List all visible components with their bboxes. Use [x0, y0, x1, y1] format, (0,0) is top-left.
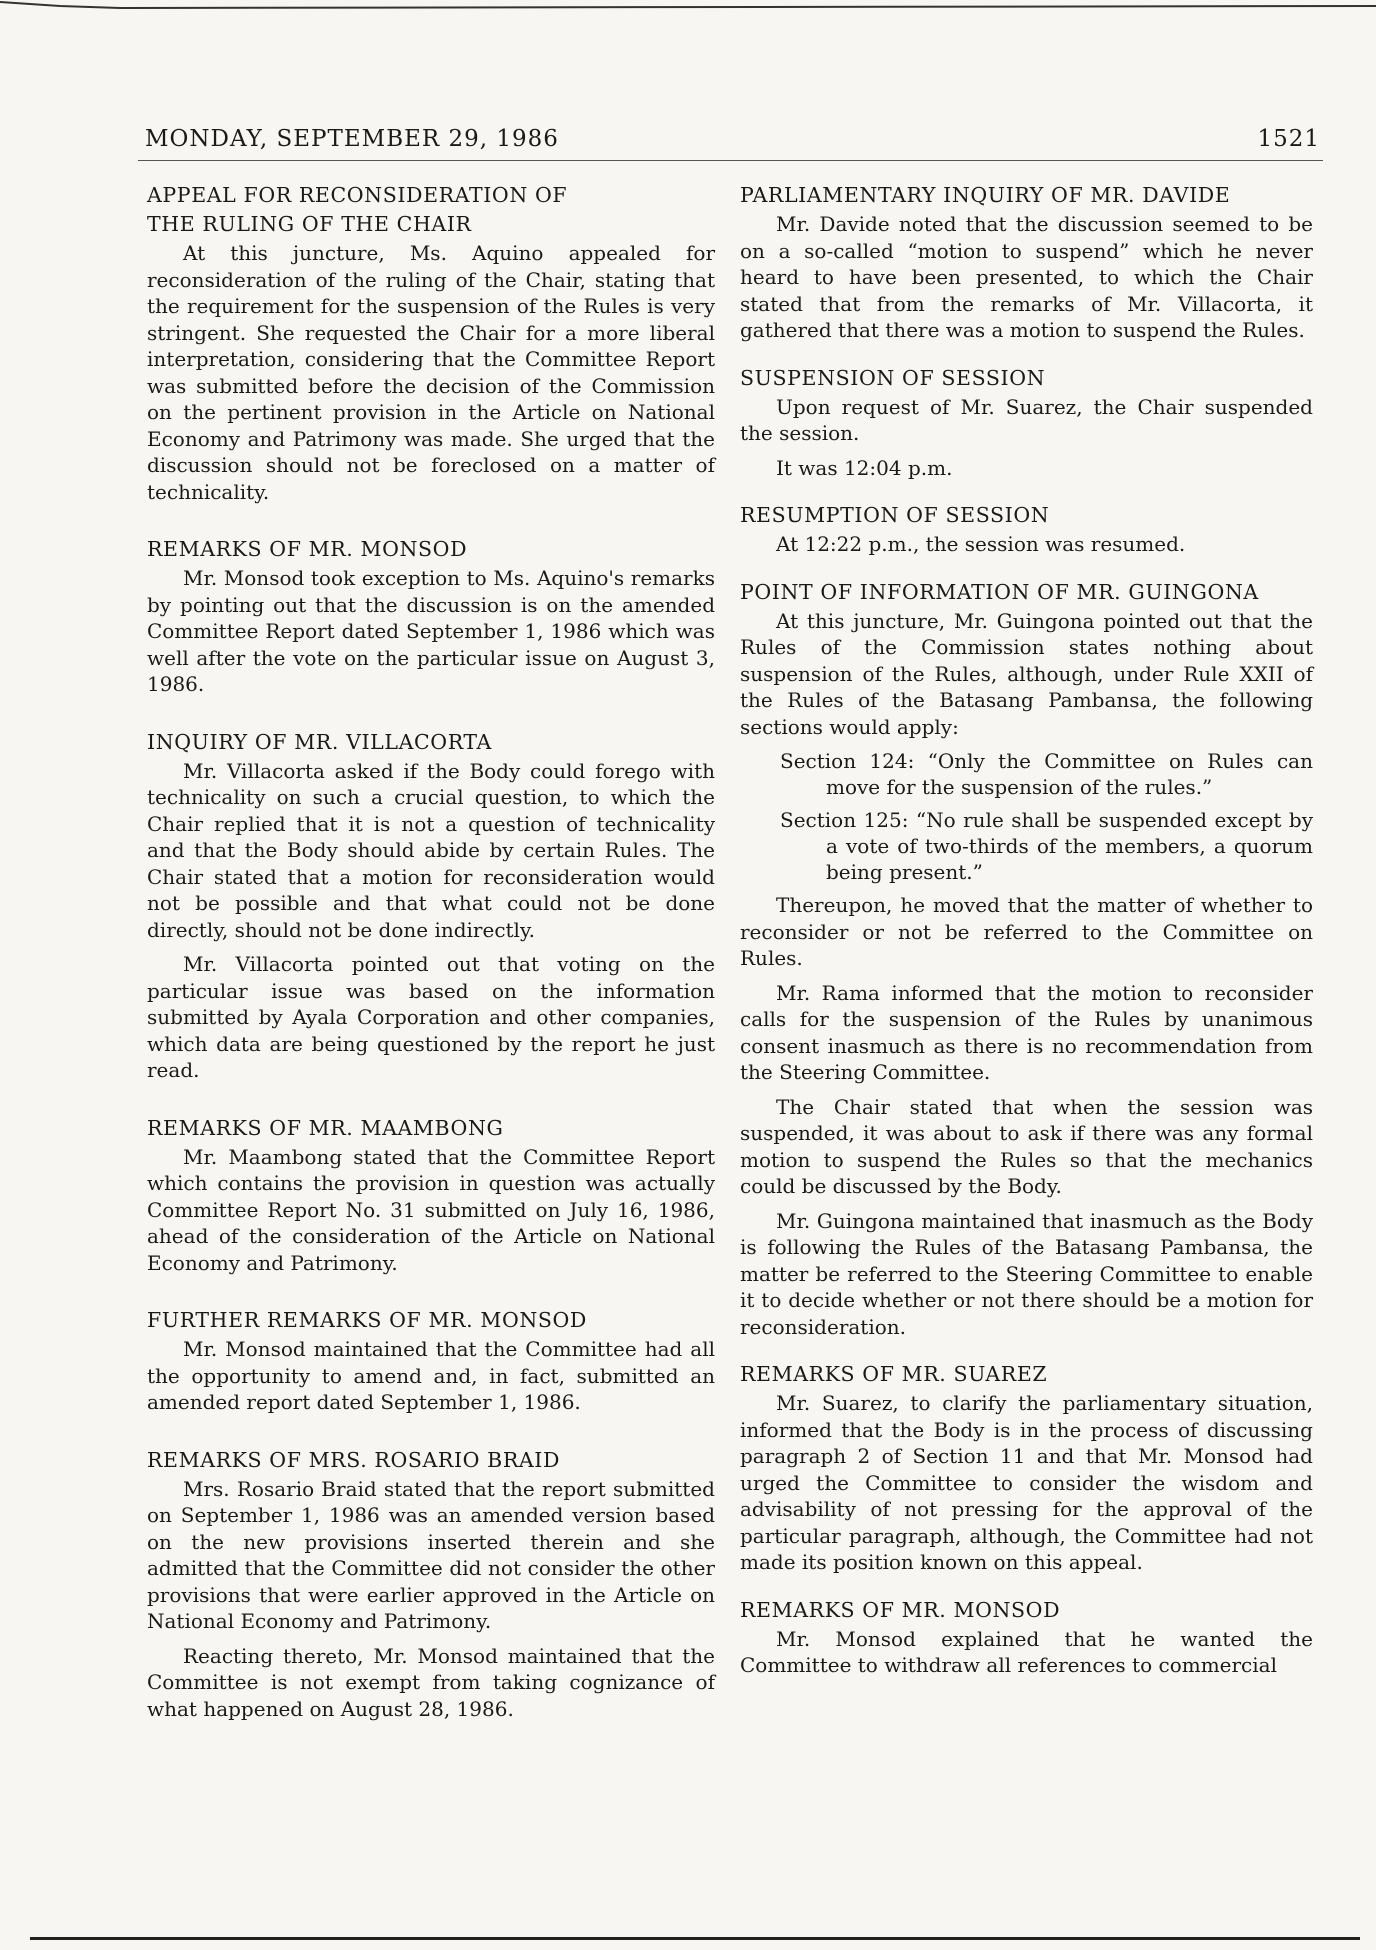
- paragraph: At this juncture, Ms. Aquino appealed for reconsideration of the ruling of the Chair, stating that the requirement for the suspension of the Rules is very stringent. She requested the Chair for a more liberal interpretation, considering that the Committee Report was submitted before the decision of the Commission on the pertinent provision in the Article on National Economy and Patrimony was made. She urged that the discussion should not be foreclosed on a matter of technicality.: [147, 241, 715, 504]
- section-heading: INQUIRY OF MR. VILLACORTA: [147, 729, 492, 754]
- header-date: MONDAY, SEPTEMBER 29, 1986: [145, 126, 559, 152]
- section-heading: REMARKS OF MR. SUAREZ: [740, 1362, 1048, 1386]
- section-heading: APPEAL FOR RECONSIDERATION OF THE RULING OF THE CHAIR: [147, 183, 568, 236]
- section-heading: REMARKS OF MR. MONSOD: [740, 1597, 1061, 1622]
- section-heading: REMARKS OF MR. MONSOD: [147, 537, 468, 561]
- section-heading: REMARKS OF MR. MAAMBONG: [147, 1115, 504, 1140]
- paragraph: It was 12:04 p.m.: [776, 455, 953, 480]
- paragraph: Upon request of Mr. Suarez, the Chair suspended the session.: [740, 394, 1313, 445]
- section-heading: FURTHER REMARKS OF MR. MONSOD: [147, 1308, 587, 1332]
- paragraph: Mr. Davide noted that the discussion seemed to be on a so-called “motion to suspend” which he never heard to have been presented, to which the Chair stated that from the remarks of Mr. Villacorta, it gathered that there was a motion to suspend the Rules.: [740, 212, 1313, 342]
- section-heading: RESUMPTION OF SESSION: [740, 503, 1050, 527]
- section-heading: POINT OF INFORMATION OF MR. GUINGONA: [740, 579, 1259, 604]
- paragraph: At this juncture, Mr. Guingona pointed out that the Rules of the Commission states nothing about suspension of the Rules, although, under Rule XXII of the Rules of the Batasang Pambansa, the following sections would apply:: [740, 608, 1313, 739]
- section-heading: SUSPENSION OF SESSION: [740, 365, 1046, 390]
- right-column: [740, 181, 1313, 1687]
- paragraph: Mr. Maambong stated that the Committee Report which contains the provision in question was actually Committee Report No. 31 submitted on July 16, 1986, ahead of the consideration of the Article on National Economy and Patrimony.: [147, 1144, 715, 1275]
- paragraph: Reacting thereto, Mr. Monsod maintained that the Committee is not exempt from taking cognizance of what happened on August 28, 1986.: [147, 1643, 715, 1721]
- paragraph: Thereupon, he moved that the matter of whether to reconsider or not be referred to the Committee on Rules.: [740, 893, 1313, 970]
- paragraph: Mr. Villacorta pointed out that voting on the particular issue was based on the information submitted by Ayala Corporation and other companies, which data are being questioned by the report he just read.: [147, 952, 715, 1082]
- left-column: [147, 181, 715, 1730]
- paragraph: The Chair stated that when the session was suspended, it was about to ask if there was any formal motion to suspend the Rules so that the mechanics could be discussed by the Body.: [740, 1094, 1313, 1198]
- section-heading: PARLIAMENTARY INQUIRY OF MR. DAVIDE: [740, 183, 1231, 207]
- quoted-section: Section 125: “No rule shall be suspended except by a vote of two-thirds of the members, a quorum being present.”: [780, 808, 1313, 884]
- paragraph: Mr. Monsod explained that he wanted the Committee to withdraw all references to commercial: [740, 1626, 1313, 1677]
- page-header: [145, 120, 1320, 156]
- section-heading: REMARKS OF MRS. ROSARIO BRAID: [147, 1447, 561, 1472]
- paragraph: At 12:22 p.m., the session was resumed.: [776, 532, 1186, 556]
- paragraph: Mr. Monsod maintained that the Committee had all the opportunity to amend and, in fact, submitted an amended report dated September 1, 1986.: [147, 1337, 715, 1414]
- bottom-edge-rule: [30, 1937, 1360, 1940]
- paragraph: Mr. Guingona maintained that inasmuch as the Body is following the Rules of the Batasang Pambansa, the matter be referred to the Steering Committee to enable it to decide whether or not there should be a motion for reconsideration.: [740, 1208, 1313, 1339]
- page-number: 1521: [1257, 126, 1320, 152]
- quoted-section: Section 124: “Only the Committee on Rules can move for the suspension of the rules.”: [780, 749, 1313, 799]
- paragraph: Mrs. Rosario Braid stated that the report submitted on September 1, 1986 was an amended version based on the new provisions inserted therein and she admitted that the Committee did not consider the other provisions that were earlier approved in the Article on National Economy and Patrimony.: [147, 1476, 715, 1633]
- paragraph: Mr. Monsod took exception to Ms. Aquino's remarks by pointing out that the discussion is on the amended Committee Report dated September 1, 1986 which was well after the vote on the particular issue on August 3, 1986.: [147, 566, 715, 696]
- paragraph: Mr. Suarez, to clarify the parliamentary situation, informed that the Body is in the process of discussing paragraph 2 of Section 11 and that Mr. Monsod had urged the Committee to consider the wisdom and advisability of not pressing for the approval of the particular paragraph, although, the Committee had not made its position known on this appeal.: [740, 1391, 1313, 1574]
- paragraph: Mr. Rama informed that the motion to reconsider calls for the suspension of the Rules by unanimous consent inasmuch as there is no recommendation from the Steering Committee.: [740, 980, 1313, 1084]
- header-rule: [138, 160, 1323, 161]
- top-edge-rule: [0, 0, 1376, 10]
- paragraph: Mr. Villacorta asked if the Body could forego with technicality on such a crucial question, to which the Chair replied that it is not a question of technicality and that the Body should abide by certain Rules. The Chair stated that a motion for reconsideration would not be possible and that what could not be done directly, should not be done indirectly.: [147, 758, 715, 942]
